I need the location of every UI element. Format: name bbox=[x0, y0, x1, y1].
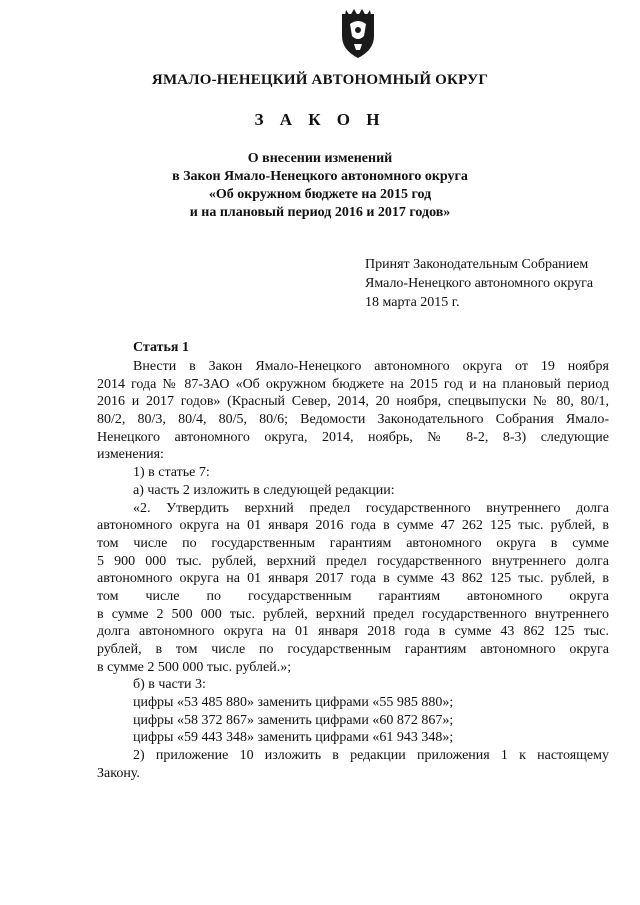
text-line: 5 900 000 тыс. рублей, верхний предел государственного внутреннего долга bbox=[97, 553, 609, 569]
title-line: «Об окружном бюджете на 2015 год bbox=[208, 187, 432, 202]
text-line: 1) в статье 7: bbox=[133, 465, 210, 481]
law-title bbox=[0, 150, 640, 222]
text-line: 80/2, 80/3, 80/4, 80/5, 80/6; Ведомости Законодательного Собрания Ямало- bbox=[97, 412, 609, 428]
text-line: а) часть 2 изложить в следующей редакции: bbox=[133, 482, 395, 498]
text-line: 2016 и 2017 годов» (Красный Север, 2014, 20 ноября, спецвыпуски № 80, 80/1, bbox=[97, 394, 609, 410]
title-line: и на плановый период 2016 и 2017 годов» bbox=[189, 205, 451, 220]
article-body bbox=[97, 358, 609, 783]
text-line: долга автономного округа на 01 января 2018 года в сумме 43 862 125 тыс. bbox=[97, 624, 609, 640]
text-line: «2. Утвердить верхний предел государственного внутреннего долга bbox=[133, 500, 609, 516]
region-heading: ЯМАЛО-НЕНЕЦКИЙ АВТОНОМНЫЙ ОКРУГ bbox=[151, 72, 489, 88]
coat-of-arms-icon bbox=[338, 6, 378, 62]
adoption-date: 18 марта 2015 г. bbox=[365, 295, 460, 310]
text-line: 2) приложение 10 изложить в редакции приложения 1 к настоящему bbox=[133, 748, 609, 764]
adoption-line: Принят Законодательным Собранием bbox=[365, 257, 589, 272]
text-line: 2014 года № 87-ЗАО «Об окружном бюджете на 2015 год и на плановый период bbox=[97, 376, 609, 392]
text-line: цифры «53 485 880» заменить цифрами «55 985 880»; bbox=[133, 695, 454, 711]
text-line: том числе по государственным гарантиям автономного округа в сумме bbox=[97, 535, 609, 551]
document-type: З А К О Н bbox=[254, 110, 386, 129]
text-line: автономного округа на 01 января 2016 года в сумме 47 262 125 тыс. рублей, в bbox=[97, 518, 609, 534]
text-line: в сумме 2 500 000 тыс. рублей.»; bbox=[97, 659, 292, 675]
adoption-block bbox=[365, 255, 593, 312]
text-line: в сумме 2 500 000 тыс. рублей, верхний предел государственного внутреннего bbox=[97, 606, 609, 622]
adoption-line: Ямало-Ненецкого автономного округа bbox=[365, 276, 594, 291]
text-line: цифры «59 443 348» заменить цифрами «61 943 348»; bbox=[133, 730, 454, 746]
text-line: Внести в Закон Ямало-Ненецкого автономного округа от 19 ноября bbox=[133, 359, 609, 374]
text-line: изменения: bbox=[97, 447, 164, 463]
text-line: Закону. bbox=[97, 765, 140, 781]
article-heading: Статья 1 bbox=[133, 340, 189, 355]
text-line: том числе по государственным гарантиям автономного округа bbox=[97, 588, 609, 604]
text-line: рублей, в том числе по государственным гарантиям автономного округа bbox=[97, 642, 609, 657]
text-line: цифры «58 372 867» заменить цифрами «60 872 867»; bbox=[133, 712, 454, 728]
title-line: в Закон Ямало-Ненецкого автономного округа bbox=[172, 169, 468, 184]
title-line: О внесении изменений bbox=[247, 151, 393, 166]
text-line: автономного округа на 01 января 2017 года в сумме 43 862 125 тыс. рублей, в bbox=[97, 571, 609, 587]
text-line: Ненецкого автономного округа, 2014, ноябрь, № 8-2, 8-3) следующие bbox=[97, 429, 609, 445]
text-line: б) в части 3: bbox=[133, 677, 206, 693]
